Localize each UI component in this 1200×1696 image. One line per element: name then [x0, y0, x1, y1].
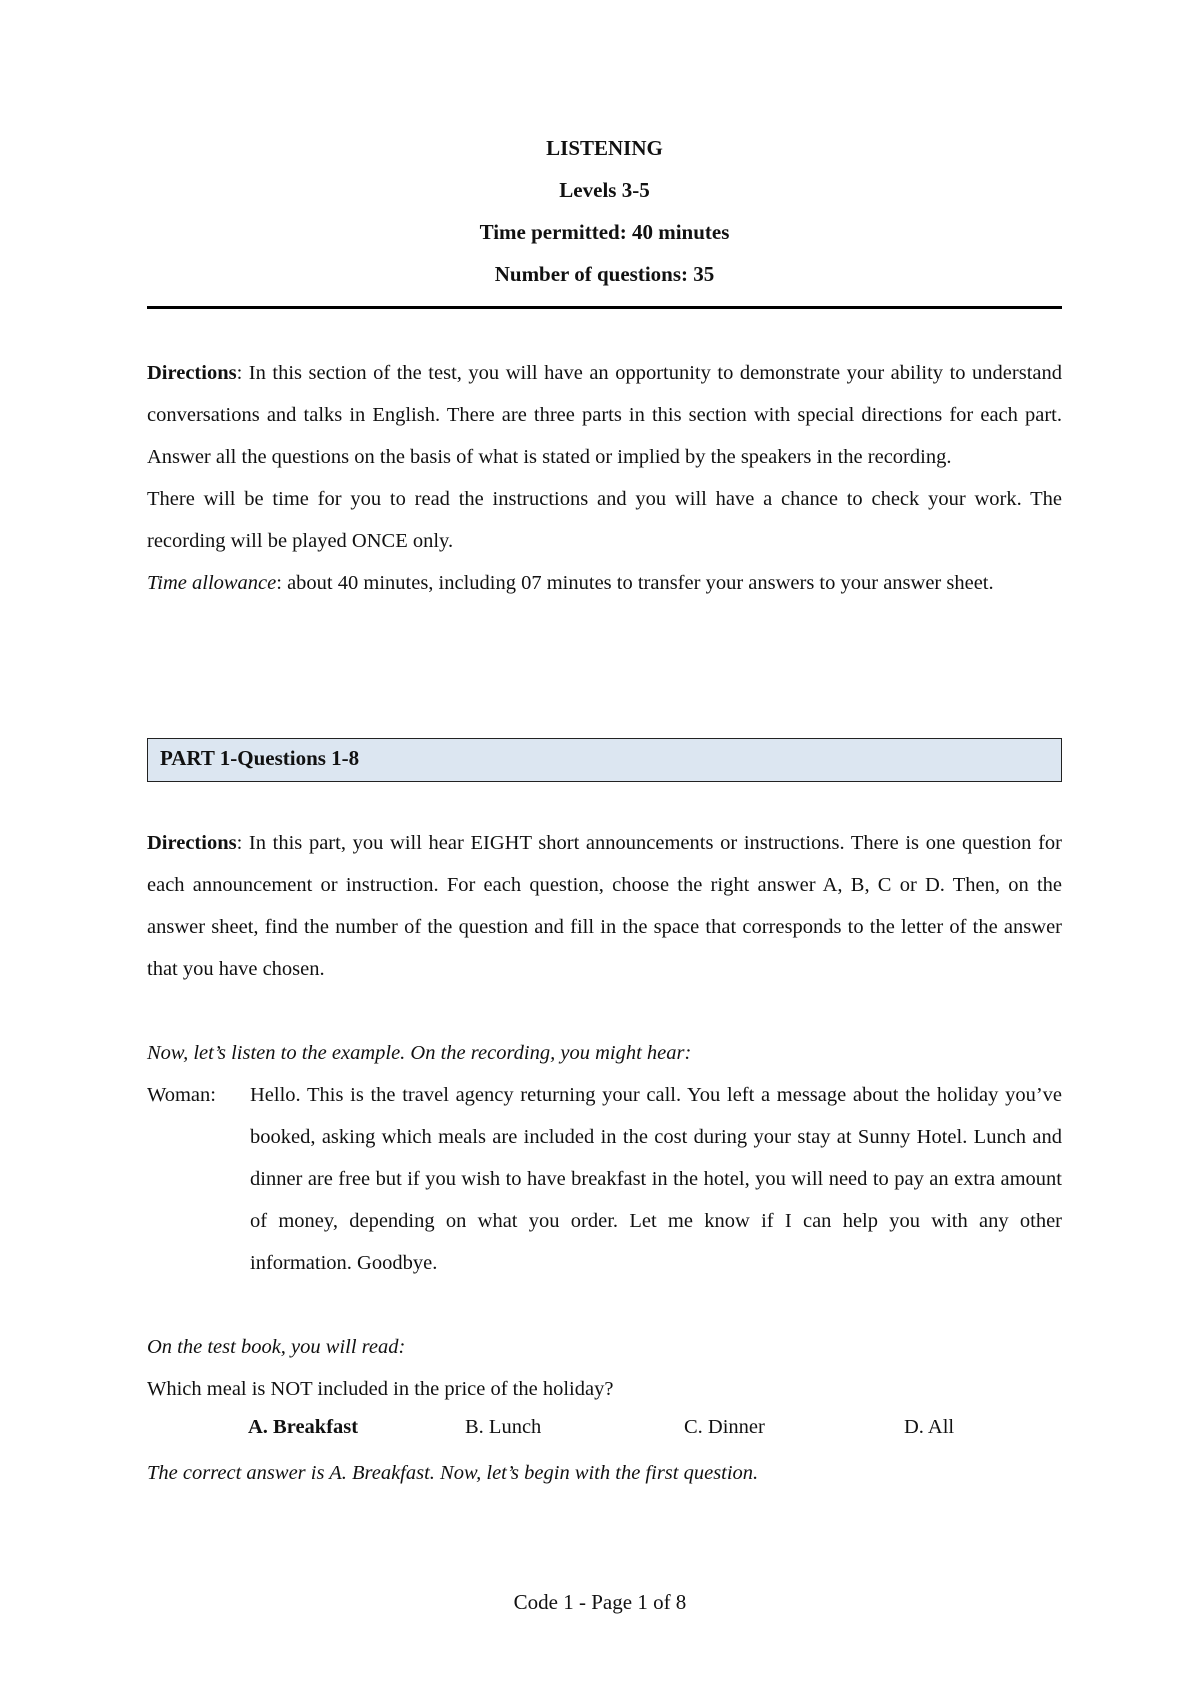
option-a: A. Breakfast — [248, 1416, 359, 1438]
directions-label: Directions — [147, 362, 237, 384]
testbook-section — [147, 1326, 1062, 1410]
question-count-line: Number of questions: 35 — [494, 262, 715, 286]
directions-paragraph — [147, 352, 1062, 478]
page-footer: Code 1 - Page 1 of 8 — [513, 1590, 687, 1614]
answer-note: The correct answer is A. Breakfast. Now, let’s begin with the first question. — [147, 1462, 759, 1484]
example-intro: Now, let’s listen to the example. On the recording, you might hear: — [147, 1042, 692, 1064]
speaker-label: Woman: — [147, 1084, 216, 1106]
part1-heading-box — [147, 738, 1062, 782]
general-directions — [147, 352, 1062, 604]
time-allowance-text: : about 40 minutes, including 07 minutes to transfer your answers to your answer sheet. — [276, 572, 994, 594]
time-permitted-line: Time permitted: 40 minutes — [479, 220, 730, 244]
levels-line: Levels 3-5 — [559, 178, 650, 202]
directions-text: : In this section of the test, you will have an opportunity to demonstrate your ability to understand conversations and talks in English. There are three parts in this section with special directions for each part. Answer all the questions on the basis of what is stated or implied by the speakers in the recording. — [147, 362, 1062, 468]
option-d: D. All — [904, 1416, 955, 1438]
testbook-intro: On the test book, you will read: — [147, 1336, 406, 1358]
part1-directions-label: Directions — [147, 832, 237, 854]
time-allowance-label: Time allowance — [147, 572, 277, 594]
speech-text: Hello. This is the travel agency returning your call. You left a message about the holiday you’ve booked, asking which meals are included in the cost during your stay at Sunny Hotel. Lunch and dinner are free but if you wish to have breakfast in the hotel, you will need to pay an extra amount of money, depending on what you order. Let me know if I can help you with any other information. Goodbye. — [250, 1084, 1062, 1274]
answer-note-section — [147, 1452, 1062, 1494]
transcript — [147, 1074, 1062, 1284]
example-question: Which meal is NOT included in the price of the holiday? — [147, 1378, 614, 1400]
part1-heading: PART 1-Questions 1-8 — [160, 746, 360, 770]
option-c: C. Dinner — [684, 1416, 765, 1438]
option-b: B. Lunch — [465, 1416, 542, 1438]
example-section — [147, 1032, 1062, 1284]
part1-directions — [147, 822, 1062, 990]
section-title: LISTENING — [546, 136, 663, 160]
header-divider — [147, 306, 1062, 309]
part1-directions-text: : In this part, you will hear EIGHT short announcements or instructions. There is one question for each announcement or instruction. For each question, choose the right answer A, B, C or D. Then, on the answer sheet, find the number of the question and fill in the space that corresponds to the letter of the answer that you have chosen. — [147, 832, 1062, 980]
recording-note: There will be time for you to read the instructions and you will have a chance to check your work. The recording will be played ONCE only. — [147, 488, 1062, 552]
time-allowance-paragraph — [147, 562, 1062, 604]
part1-directions-paragraph — [147, 822, 1062, 990]
